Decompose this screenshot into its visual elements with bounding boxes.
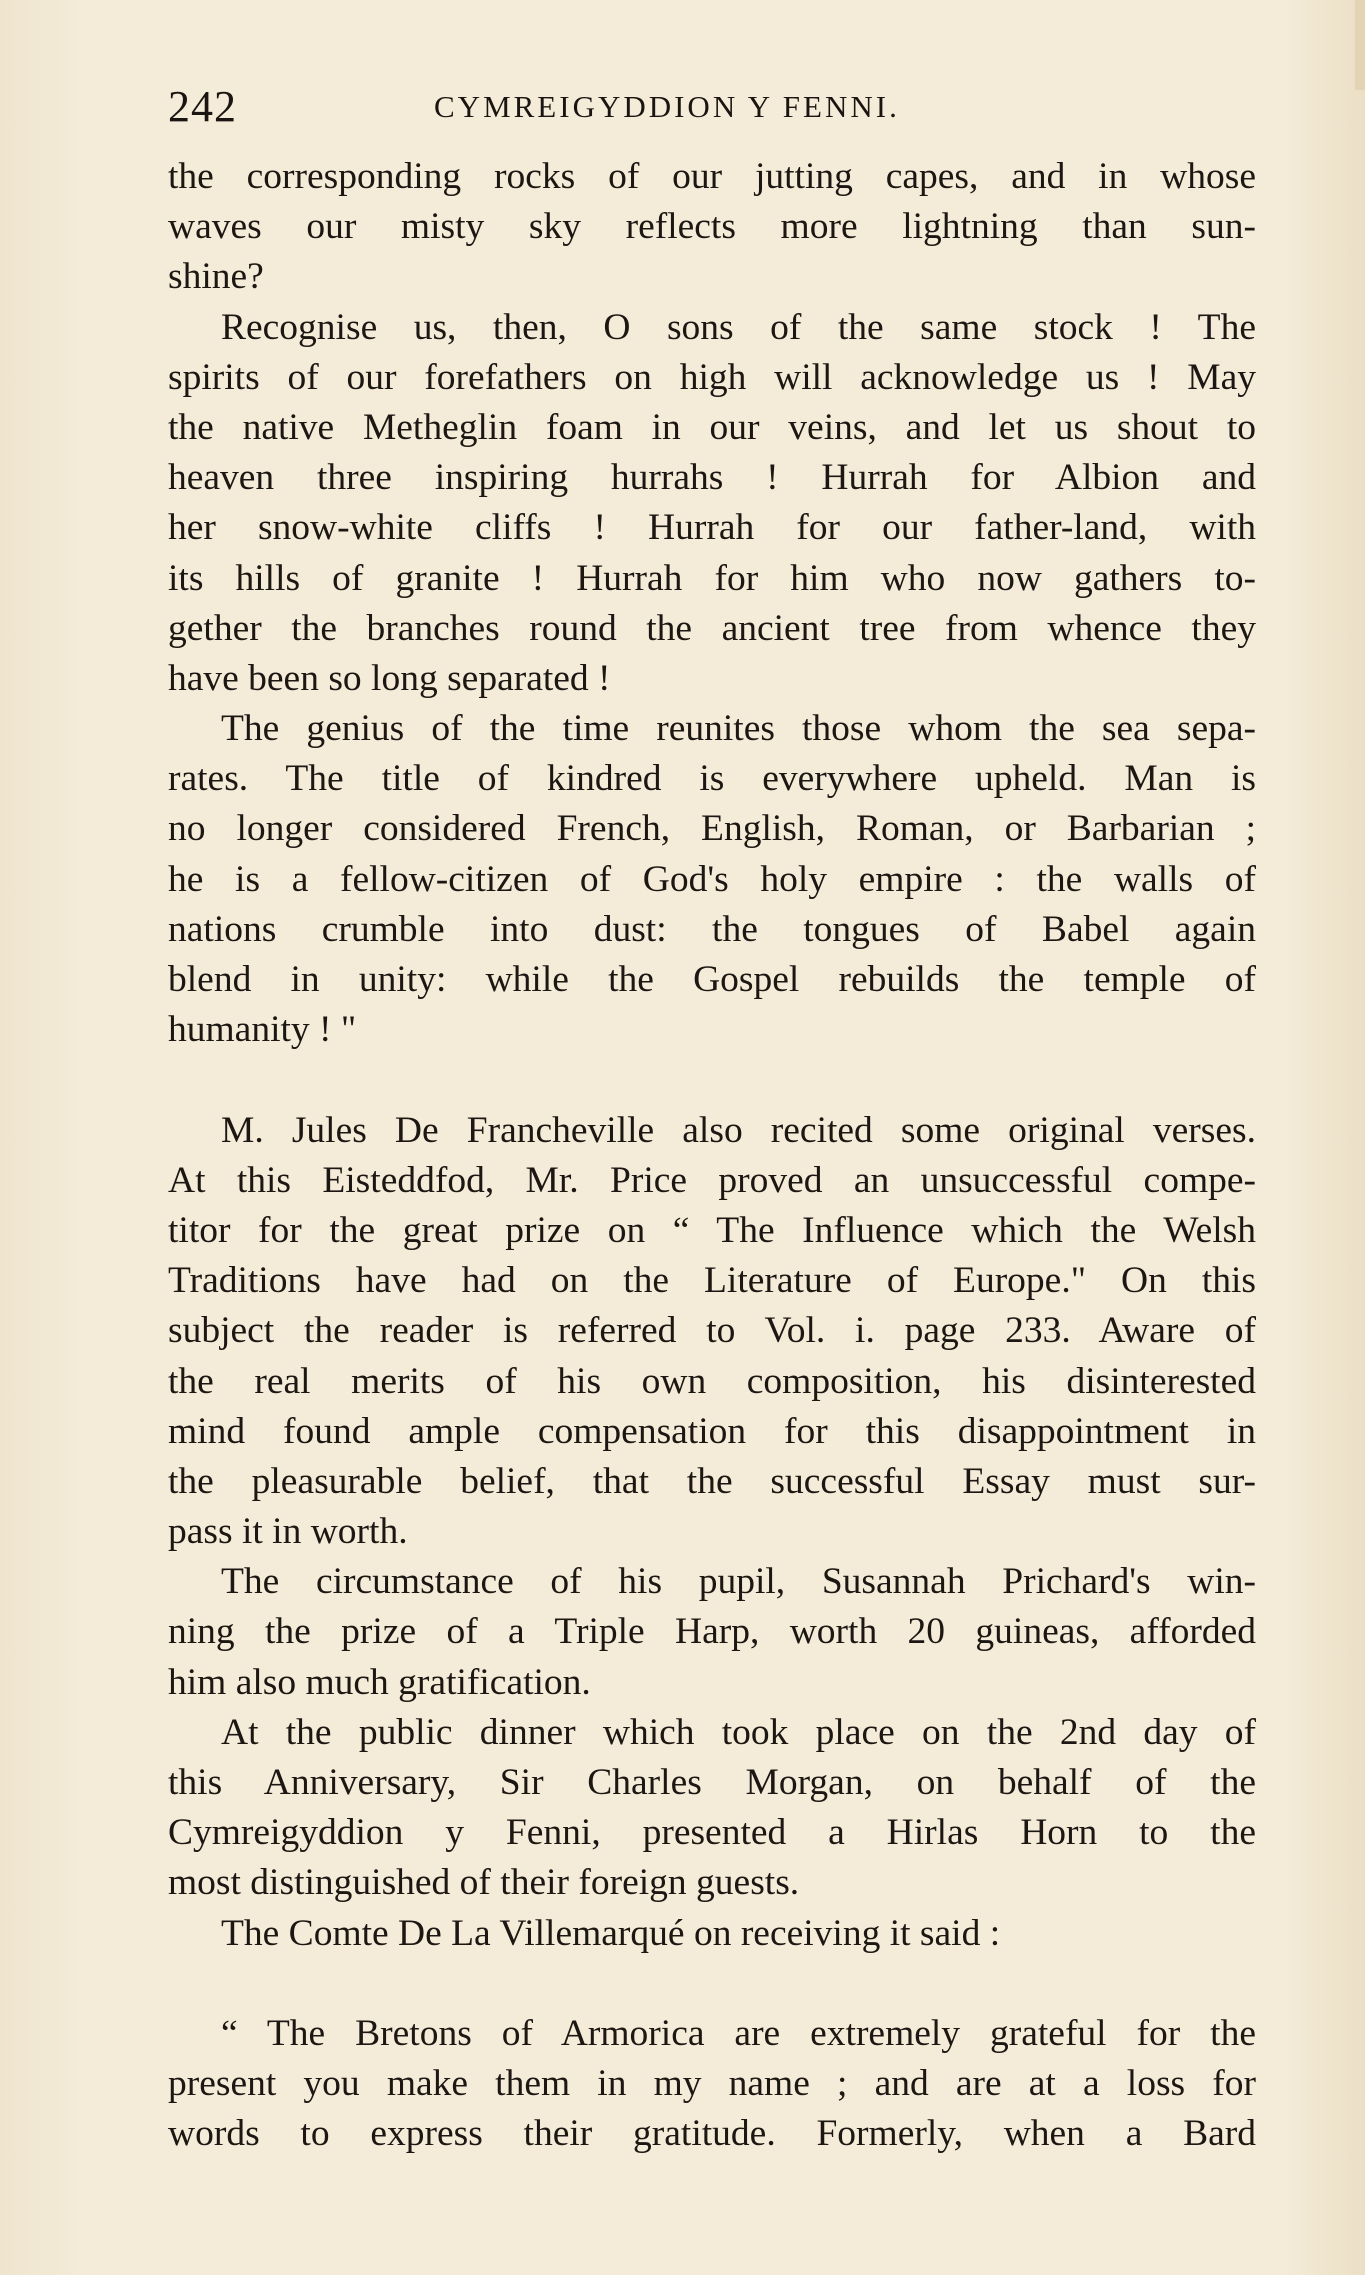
- text-line: rates. The title of kindred is everywhere upheld. Man is: [168, 758, 1256, 800]
- text-line: blend in unity: while the Gospel rebuilds the temple of: [168, 959, 1256, 1000]
- text-line: nations crumble into dust: the tongues of Babel again: [168, 908, 1256, 950]
- text-line: shine?: [168, 256, 264, 298]
- quotation: [168, 2009, 1256, 2160]
- page-number: 242: [168, 82, 237, 131]
- text-line: most distinguished of their foreign guests.: [168, 1862, 800, 1904]
- text-line: the corresponding rocks of our jutting capes, and in whose: [168, 156, 1256, 197]
- text-line: no longer considered French, English, Roman, or Barbarian ;: [168, 808, 1256, 850]
- paragraph: [168, 704, 1256, 1055]
- text-line: “ The Bretons of Armorica are extremely grateful for the: [221, 2012, 1256, 2054]
- paragraph: [168, 152, 1256, 303]
- text-line: Cymreigyddion y Fenni, presented a Hirlas Horn to the: [168, 1812, 1256, 1854]
- text-line: The Comte De La Villemarqué on receiving it said :: [221, 1912, 1001, 1954]
- text-line: the native Metheglin foam in our veins, and let us shout to: [168, 406, 1256, 448]
- text-line: titor for the great prize on “ The Influence which the Welsh: [168, 1209, 1256, 1251]
- paragraph: [168, 1909, 1256, 1959]
- text-line: this Anniversary, Sir Charles Morgan, on behalf of the: [168, 1762, 1256, 1803]
- text-line: have been so long separated !: [168, 657, 611, 699]
- body-text: [168, 152, 1256, 2160]
- text-line: M. Jules De Francheville also recited some original verses.: [221, 1109, 1256, 1151]
- text-line: its hills of granite ! Hurrah for him who now gathers to-: [168, 557, 1256, 599]
- text-line: spirits of our forefathers on high will acknowledge us ! May: [168, 356, 1256, 398]
- text-line: At the public dinner which took place on the 2nd day of: [221, 1711, 1256, 1753]
- text-line: Recognise us, then, O sons of the same stock ! The: [221, 306, 1256, 348]
- text-line: present you make them in my name ; and are at a loss for: [168, 2063, 1256, 2105]
- text-line: mind found ample compensation for this disappointment in: [168, 1410, 1256, 1452]
- text-line: subject the reader is referred to Vol. i. page 233. Aware of: [168, 1310, 1256, 1352]
- text-line: humanity ! ": [168, 1009, 357, 1051]
- text-line: he is a fellow-citizen of God's holy empire : the walls of: [168, 858, 1256, 900]
- paragraph: [168, 1557, 1256, 1708]
- text-line: waves our misty sky reflects more lightning than sun-: [168, 206, 1256, 248]
- text-line: At this Eisteddfod, Mr. Price proved an unsuccessful compe-: [168, 1159, 1256, 1201]
- text-line: the real merits of his own composition, his disinterested: [168, 1360, 1256, 1402]
- text-line: gether the branches round the ancient tree from whence they: [168, 607, 1256, 649]
- text-line: ning the prize of a Triple Harp, worth 20 guineas, afforded: [168, 1611, 1256, 1653]
- paragraph-gap: [168, 1055, 1256, 1105]
- paragraph: [168, 1708, 1256, 1909]
- text-line: the pleasurable belief, that the successful Essay must sur-: [168, 1460, 1256, 1502]
- paragraph: [168, 303, 1256, 705]
- text-line: him also much gratification.: [168, 1661, 591, 1703]
- page-edge: [1355, 0, 1365, 90]
- paragraph-gap: [168, 1959, 1256, 2009]
- text-line: heaven three inspiring hurrahs ! Hurrah for Albion and: [168, 457, 1256, 499]
- text-line: The genius of the time reunites those whom the sea sepa-: [221, 708, 1256, 750]
- text-line: words to express their gratitude. Formerly, when a Bard: [168, 2113, 1256, 2155]
- text-line: The circumstance of his pupil, Susannah Prichard's win-: [221, 1561, 1256, 1603]
- text-line: pass it in worth.: [168, 1511, 408, 1553]
- running-head: CYMREIGYDDION Y FENNI.: [434, 89, 900, 124]
- page-header: [168, 82, 1248, 132]
- text-line: her snow-white cliffs ! Hurrah for our father-land, with: [168, 507, 1256, 549]
- text-line: Traditions have had on the Literature of Europe." On this: [168, 1260, 1256, 1302]
- paragraph: [168, 1106, 1256, 1558]
